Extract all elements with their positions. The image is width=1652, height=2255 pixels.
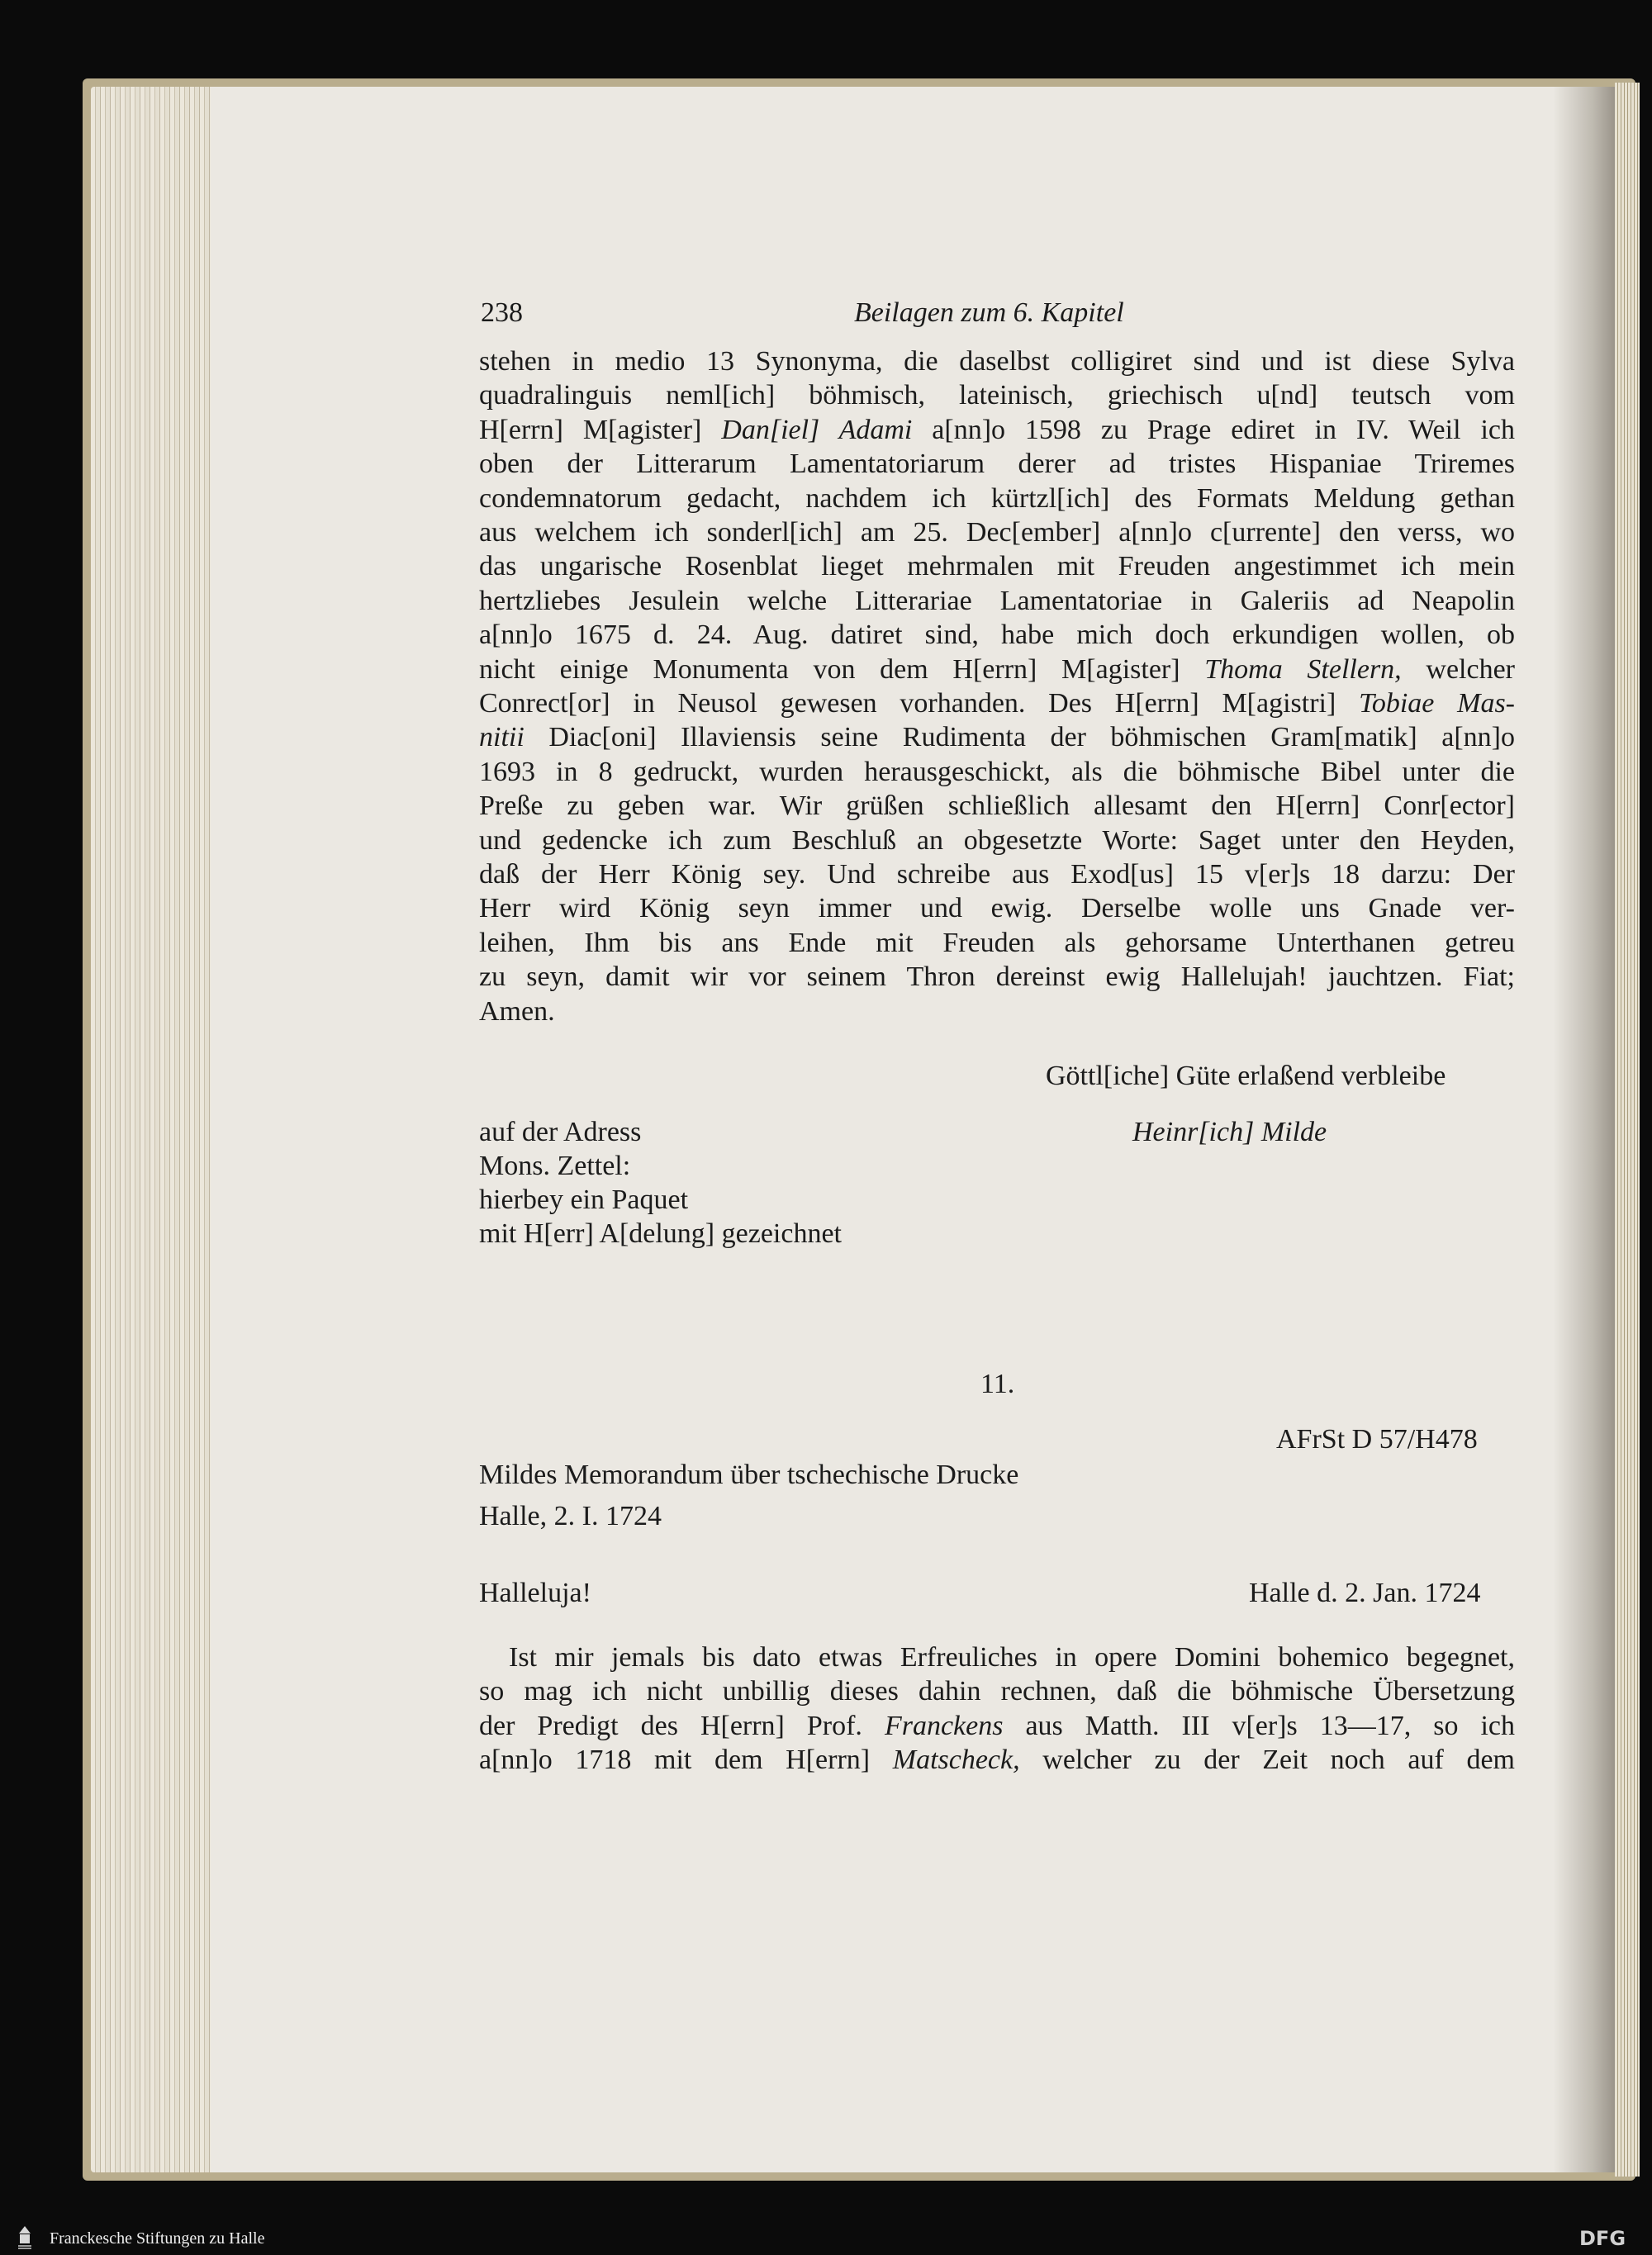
text-line [479,686,1515,721]
text-run: so mag ich nicht unbillig dieses dahin rechnen, daß die böhmische Übersetzung [479,1676,1515,1707]
institution-logo-icon [17,2225,33,2250]
text-line [479,1743,1515,1778]
text-line [479,755,1515,790]
text-line [479,720,1515,755]
text-run: Diac[oni] Illaviensis seine Rudimenta der böhmischen Gram[matik] a[nn]o [524,722,1515,753]
gutter-shadow [1553,87,1619,2172]
address-line: hierbey ein Paquet [479,1184,689,1215]
text-line [479,926,1515,961]
italic-text-run: Dan[iel] Adami [721,414,913,445]
text-line [479,857,1515,892]
text-line [479,378,1515,413]
italic-text-run: Matscheck, [892,1744,1020,1775]
text-run: daß der Herr König sey. Und schreibe aus Exod[us] 15 v[er]s 18 darzu: Der [479,859,1515,890]
dateline: Halle d. 2. Jan. 1724 [1249,1578,1481,1608]
text-run: zu seyn, damit wir vor seinem Thron dereinst ewig Hallelujah! jauchtzen. Fiat; [479,961,1515,993]
italic-text-run: nitii [479,722,525,753]
text-line [479,584,1515,619]
text-run: aus Matth. III v[er]s 13—17, so ich [1003,1710,1516,1741]
text-run: aus welchem ich sonderl[ich] am 25. Dec[ember] a[nn]o c[urrente] den verss, wo [479,517,1515,548]
text-line [479,789,1515,824]
text-run: condemnatorum gedacht, nachdem ich kürtzl[ich] des Formats Meldung gethan [479,482,1515,514]
salutation: Halleluja! [479,1578,591,1608]
institution-name: Franckesche Stiftungen zu Halle [50,2229,265,2248]
text-line [479,995,555,1029]
text-run: Amen. [479,995,555,1027]
document-title: Mildes Memorandum über tschechische Drucke [479,1460,1019,1490]
text-run: leihen, Ihm bis ans Ende mit Freuden als gehorsame Unterthanen getreu [479,927,1515,958]
text-line [479,482,1515,516]
text-run: a[nn]o 1718 mit dem H[errn] [479,1744,893,1775]
text-line [509,1640,1515,1675]
italic-text-run: Tobiae Mas- [1359,688,1516,719]
text-run: Preße zu geben war. Wir grüßen schließlich allesamt den H[errn] Conr[ector] [479,790,1515,822]
text-run: welcher zu der Zeit noch auf dem [1019,1744,1515,1775]
page-number: 238 [481,297,523,328]
archive-reference: AFrSt D 57/H478 [1276,1424,1478,1455]
text-run: hertzliebes Jesulein welche Litterariae Lamentatoriae in Galeriis ad Neapolin [479,585,1515,616]
text-line [479,413,1515,448]
text-run: stehen in medio 13 Synonyma, die daselbst colligiret sind und ist diese Sylva [479,346,1515,377]
text-line [479,549,1515,584]
address-line: auf der Adress [479,1117,642,1147]
text-line [479,447,1515,482]
text-run: nicht einige Monumenta von dem H[errn] M[agister] [479,653,1205,685]
text-run: Ist mir jemals bis dato etwas Erfreuliches in opere Domini bohemico begegnet, [509,1642,1515,1673]
text-line [479,653,1515,687]
closing-formula: Göttl[iche] Güte erlaßend verbleibe [1046,1061,1446,1091]
running-title: Beilagen zum 6. Kapitel [854,297,1124,328]
document-place-date: Halle, 2. I. 1724 [479,1501,662,1531]
text-line [479,960,1515,995]
page-edges-left [91,87,215,2172]
text-run: welcher [1401,653,1515,685]
text-run: oben der Litterarum Lamentatoriarum derer ad tristes Hispaniae Triremes [479,449,1515,480]
italic-text-run: Thoma Stellern, [1204,653,1402,685]
text-run: und gedencke ich zum Beschluß an obgesetzte Worte: Saget unter den Heyden, [479,824,1515,856]
text-run: der Predigt des H[errn] Prof. [479,1710,885,1741]
text-line [479,1674,1515,1709]
text-run: 1693 in 8 gedruckt, wurden herausgeschickt, als die böhmische Bibel unter die [479,756,1515,787]
text-run: das ungarische Rosenblat lieget mehrmalen mit Freuden angestimmet ich mein [479,551,1515,582]
document-number: 11. [980,1369,1015,1399]
text-run: Herr wird König seyn immer und ewig. Derselbe wolle uns Gnade ver- [479,893,1515,924]
text-run: Conrect[or] in Neusol gewesen vorhanden. Des H[errn] M[agistri] [479,688,1360,719]
text-run: quadralinguis neml[ich] böhmisch, lateinisch, griechisch u[nd] teutsch vom [479,380,1515,411]
text-line [479,515,1515,550]
text-line [479,618,1515,653]
address-line: mit H[err] A[delung] gezeichnet [479,1218,842,1249]
address-line: Mons. Zettel: [479,1151,631,1181]
page-edges-right [1615,83,1640,2177]
text-run: a[nn]o 1598 zu Prage ediret in IV. Weil ich [912,414,1515,445]
signature: Heinr[ich] Milde [1132,1117,1327,1147]
text-line [479,344,1515,379]
text-run: a[nn]o 1675 d. 24. Aug. datiret sind, habe mich doch erkundigen wollen, ob [479,620,1515,651]
text-line [479,1709,1515,1744]
italic-text-run: Franckens [884,1710,1004,1741]
text-line [479,824,1515,858]
text-line [479,891,1515,926]
dfg-logo: DFG [1579,2227,1626,2250]
text-run: H[errn] M[agister] [479,414,722,445]
